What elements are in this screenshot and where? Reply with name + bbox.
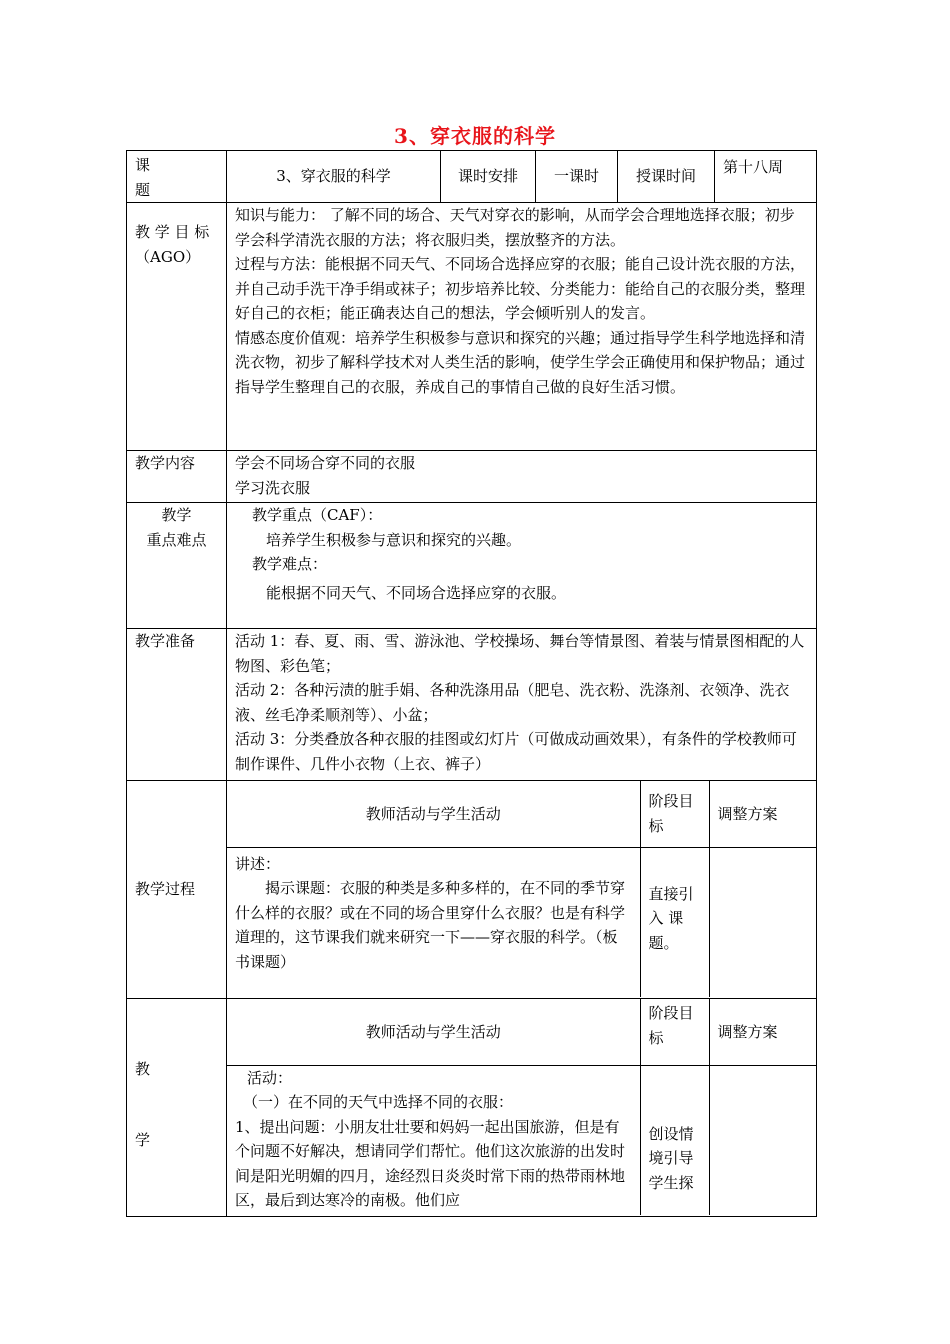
prep-row bbox=[127, 629, 817, 781]
prep-activity-3: 活动 3：分类叠放各种衣服的挂图或幻灯片（可做成动画效果），有条件的学校教师可制作课件、几件小衣物（上衣、裤子） bbox=[235, 730, 797, 773]
prep-activity-2: 活动 2：各种污渍的脏手娟、各种洗涤用品（肥皂、洗衣粉、洗涤剂、衣领净、洗衣液、丝毛净柔顺剂等）、小盆； bbox=[235, 681, 790, 724]
content-row bbox=[127, 451, 817, 503]
goals-content bbox=[227, 203, 817, 451]
document-title: 3、穿衣服的科学 bbox=[394, 124, 556, 148]
col-activity-header-2: 教师活动与学生活动 bbox=[227, 999, 640, 1065]
col-activity-header: 教师活动与学生活动 bbox=[227, 781, 640, 847]
col-adjust-header-2: 调整方案 bbox=[709, 999, 816, 1065]
content-text: 学会不同场合穿不同的衣服 学习洗衣服 bbox=[227, 451, 817, 503]
goal-attitude: 情感态度价值观：培养学生积极参与意识和探究的兴趣；通过指导学生科学地选择和清洗衣物，初步了解科学技术对人类生活的影响，使学生学会正确使用和保护物品；通过指导学生整理自己的衣服，养成自己的事情自己做的良好生活习惯。 bbox=[235, 328, 806, 396]
process-subtable-2 bbox=[227, 999, 816, 1215]
header-row bbox=[127, 151, 817, 203]
activity-goal: 创设情境引导学生探 bbox=[640, 1065, 709, 1215]
content-label: 教学内容 bbox=[127, 451, 227, 503]
topic-value: 3、穿衣服的科学 bbox=[227, 151, 441, 203]
keypoints-row bbox=[127, 503, 817, 629]
keypoints-label: 教学 重点难点 bbox=[127, 503, 227, 629]
arrange-value: 一课时 bbox=[536, 151, 618, 203]
intro-cell: 讲述： 揭示课题：衣服的种类是多种多样的，在不同的季节穿什么样的衣服？或在不同的场合里穿什么衣服？也是有科学道理的，这节课我们就来研究一下——穿衣服的科学。（板书课题） bbox=[227, 847, 640, 997]
process-subtable-1 bbox=[227, 781, 816, 997]
topic-label: 课 题 bbox=[127, 151, 227, 203]
activity-cell: 活动： （一）在不同的天气中选择不同的衣服： 1、提出问题：小朋友壮壮要和妈妈一起出国旅游，但是有个问题不好解决，想请同学们帮忙。他们这次旅游的出发时间是阳光明媚的四月，途经烈日炎炎时常下雨的热带雨林地区，最后到达寒冷的南极。他们应 bbox=[227, 1065, 640, 1215]
process-label: 教学过程 bbox=[127, 781, 227, 999]
process-row-1 bbox=[127, 781, 817, 999]
col-adjust-header: 调整方案 bbox=[709, 781, 816, 847]
arrange-label: 课时安排 bbox=[441, 151, 536, 203]
prep-activity-1: 活动 1：春、夏、雨、雪、游泳池、学校操场、舞台等情景图、着装与情景图相配的人物图、彩色笔； bbox=[235, 632, 805, 675]
prep-content bbox=[227, 629, 817, 781]
time-value: 第十八周 bbox=[715, 151, 817, 203]
intro-goal: 直接引入 课题。 bbox=[640, 847, 709, 997]
goal-process: 过程与方法：能根据不同天气、不同场合选择应穿的衣服；能自己设计洗衣服的方法，并自己动手洗干净手绢或袜子；初步培养比较、分类能力：能给自己的衣服分类，整理好自己的衣柜；能正确表达自己的想法，学会倾听别人的发言。 bbox=[235, 255, 806, 322]
goals-label: 教 学 目 标 （AGO） bbox=[127, 203, 227, 451]
activity-adjust bbox=[709, 1065, 816, 1215]
keypoints-content: 教学重点（CAF）： 培养学生积极参与意识和探究的兴趣。 教学难点： 能根据不同天气、不同场合选择应穿的衣服。 bbox=[227, 503, 817, 629]
prep-label: 教学准备 bbox=[127, 629, 227, 781]
goal-knowledge: 知识与能力： 了解不同的场合、天气对穿衣的影响，从而学会合理地选择衣服；初步学会科学清洗衣服的方法；将衣服归类，摆放整齐的方法。 bbox=[235, 206, 795, 249]
intro-adjust bbox=[709, 847, 816, 997]
teaching-label: 教 学 bbox=[127, 999, 227, 1217]
col-goal-header-2: 阶段目标 bbox=[640, 999, 709, 1065]
lesson-plan-table bbox=[126, 150, 817, 1217]
time-label: 授课时间 bbox=[618, 151, 715, 203]
col-goal-header: 阶段目标 bbox=[640, 781, 709, 847]
goals-row bbox=[127, 203, 817, 451]
process-row-2 bbox=[127, 999, 817, 1217]
